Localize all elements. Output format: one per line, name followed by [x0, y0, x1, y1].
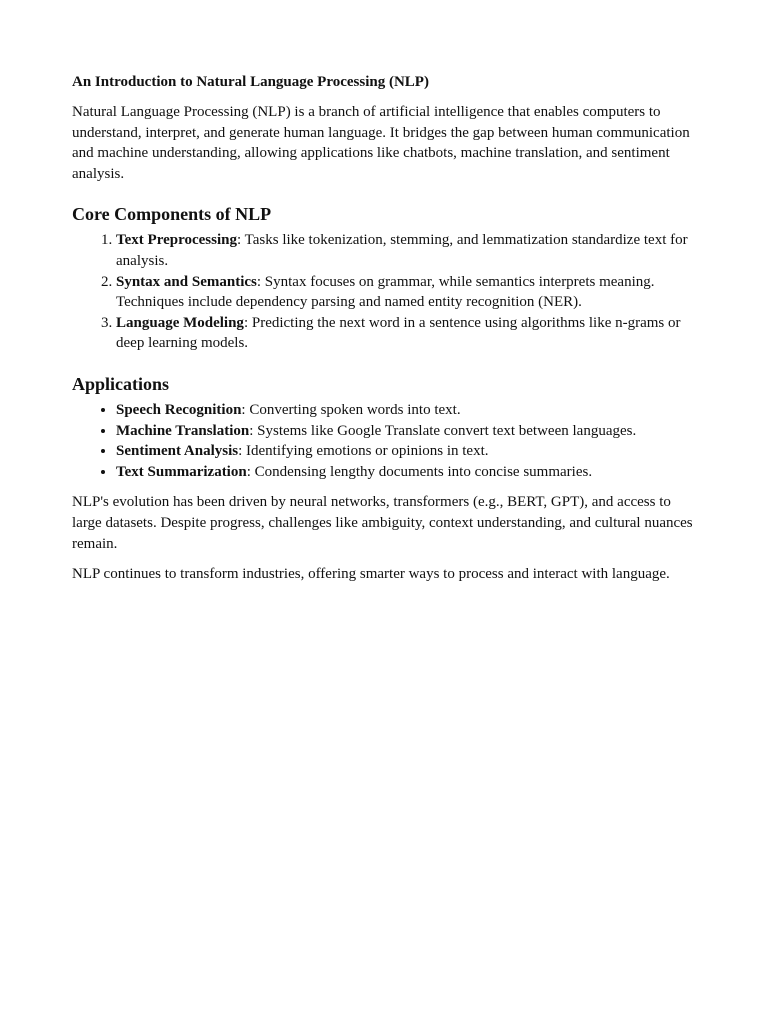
list-item-term: Sentiment Analysis — [116, 443, 239, 460]
list-item-description: : Predicting the next word in a sentence using algorithms like n-grams or deep learning models. — [116, 314, 681, 352]
list-item-term: Text Preprocessing — [116, 232, 237, 249]
list-item-term: Language Modeling — [116, 314, 244, 331]
list-item — [116, 400, 696, 421]
closing-paragraph: NLP continues to transform industries, offering smarter ways to process and interact with language. — [72, 566, 670, 583]
list-item-description: : Tasks like tokenization, stemming, and lemmatization standardize text for analysis. — [116, 232, 688, 269]
list-item-description: : Converting spoken words into text. — [241, 401, 461, 418]
section-heading-applications: Applications — [72, 373, 170, 394]
list-item-description: : Identifying emotions or opinions in text. — [238, 443, 489, 460]
applications-list — [72, 400, 696, 482]
list-item-term: Machine Translation — [116, 422, 250, 439]
list-item-description: : Syntax focuses on grammar, while semantics interprets meaning. Techniques include dependency parsing and named entity recognition (NER). — [116, 273, 655, 311]
list-item-description: : Condensing lengthy documents into concise summaries. — [246, 463, 593, 480]
list-item-term: Speech Recognition — [116, 401, 242, 418]
list-item — [116, 230, 696, 271]
closing-paragraph: NLP's evolution has been driven by neural networks, transformers (e.g., BERT, GPT), and access to large datasets. Despite progress, challenges like ambiguity, context understanding, and cultural nuances remain. — [72, 494, 693, 552]
section-heading-core-components: Core Components of NLP — [72, 204, 272, 225]
list-item — [116, 441, 696, 462]
core-components-list — [72, 230, 696, 354]
list-item-term: Text Summarization — [116, 463, 247, 480]
list-item-term: Syntax and Semantics — [116, 273, 257, 290]
list-item — [116, 272, 696, 313]
list-item — [116, 421, 696, 442]
list-item — [116, 313, 696, 354]
list-item — [116, 462, 696, 483]
list-item-description: : Systems like Google Translate convert text between languages. — [249, 422, 637, 439]
document-title: An Introduction to Natural Language Processing (NLP) — [72, 74, 429, 90]
intro-paragraph: Natural Language Processing (NLP) is a branch of artificial intelligence that enables computers to understand, interpret, and generate human language. It bridges the gap between human communication and machine understanding, allowing applications like chatbots, machine translation, and sentiment analysis. — [72, 104, 690, 182]
